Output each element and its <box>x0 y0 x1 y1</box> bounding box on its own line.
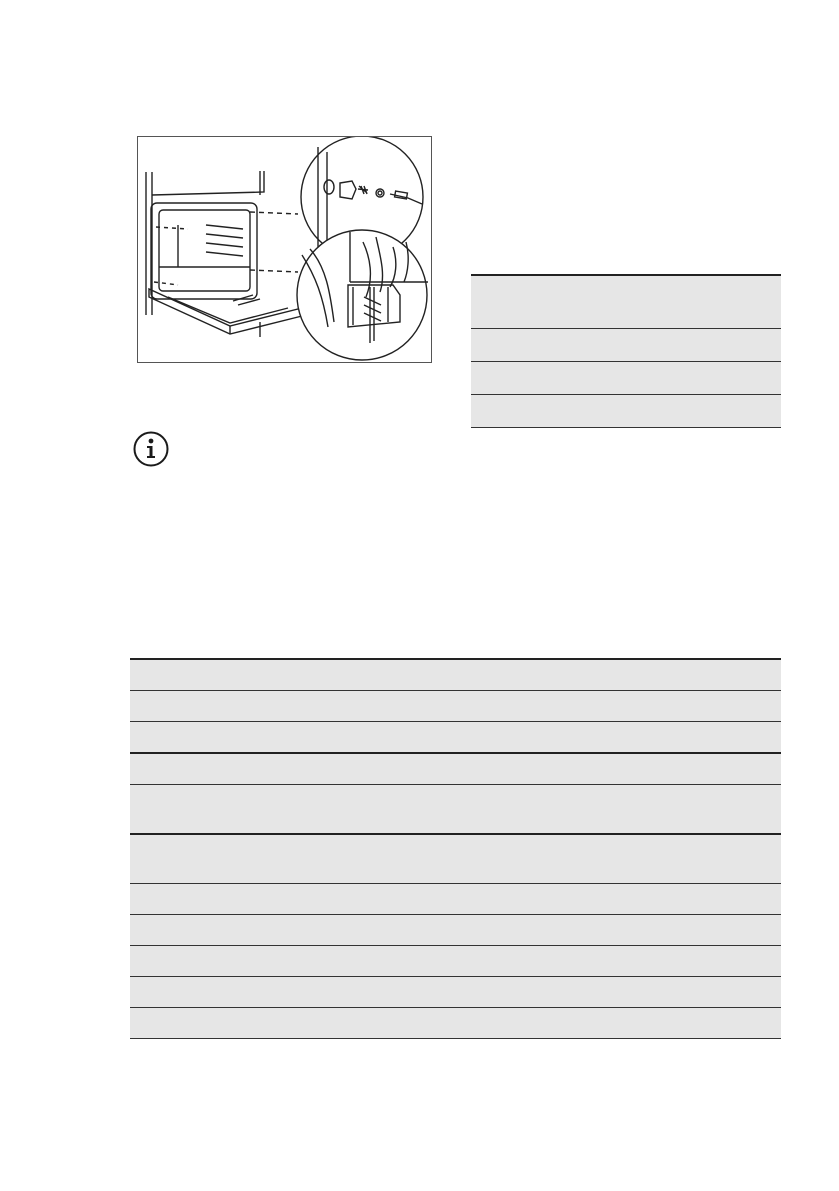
table-row <box>471 395 781 428</box>
table-row <box>471 362 781 395</box>
specification-table-small <box>471 274 781 428</box>
oven-cavity <box>159 210 250 291</box>
table-row <box>471 329 781 362</box>
table-row <box>130 834 781 884</box>
table-row <box>130 977 781 1008</box>
table-row <box>130 691 781 722</box>
oven-installation-illustration <box>138 137 431 362</box>
table-header-row <box>471 275 781 329</box>
oven-top-panel <box>152 171 264 195</box>
table-row <box>130 1008 781 1039</box>
table-header-row <box>130 659 781 691</box>
table-row <box>130 753 781 785</box>
oven-door <box>149 289 306 334</box>
table-row <box>130 946 781 977</box>
oven-installation-figure <box>137 136 432 363</box>
info-icon <box>133 431 169 467</box>
oven-frame <box>151 203 257 299</box>
specification-table-large <box>130 658 781 1039</box>
table-row <box>130 884 781 915</box>
table-row <box>130 915 781 946</box>
table-row <box>130 722 781 754</box>
table-row <box>130 785 781 835</box>
